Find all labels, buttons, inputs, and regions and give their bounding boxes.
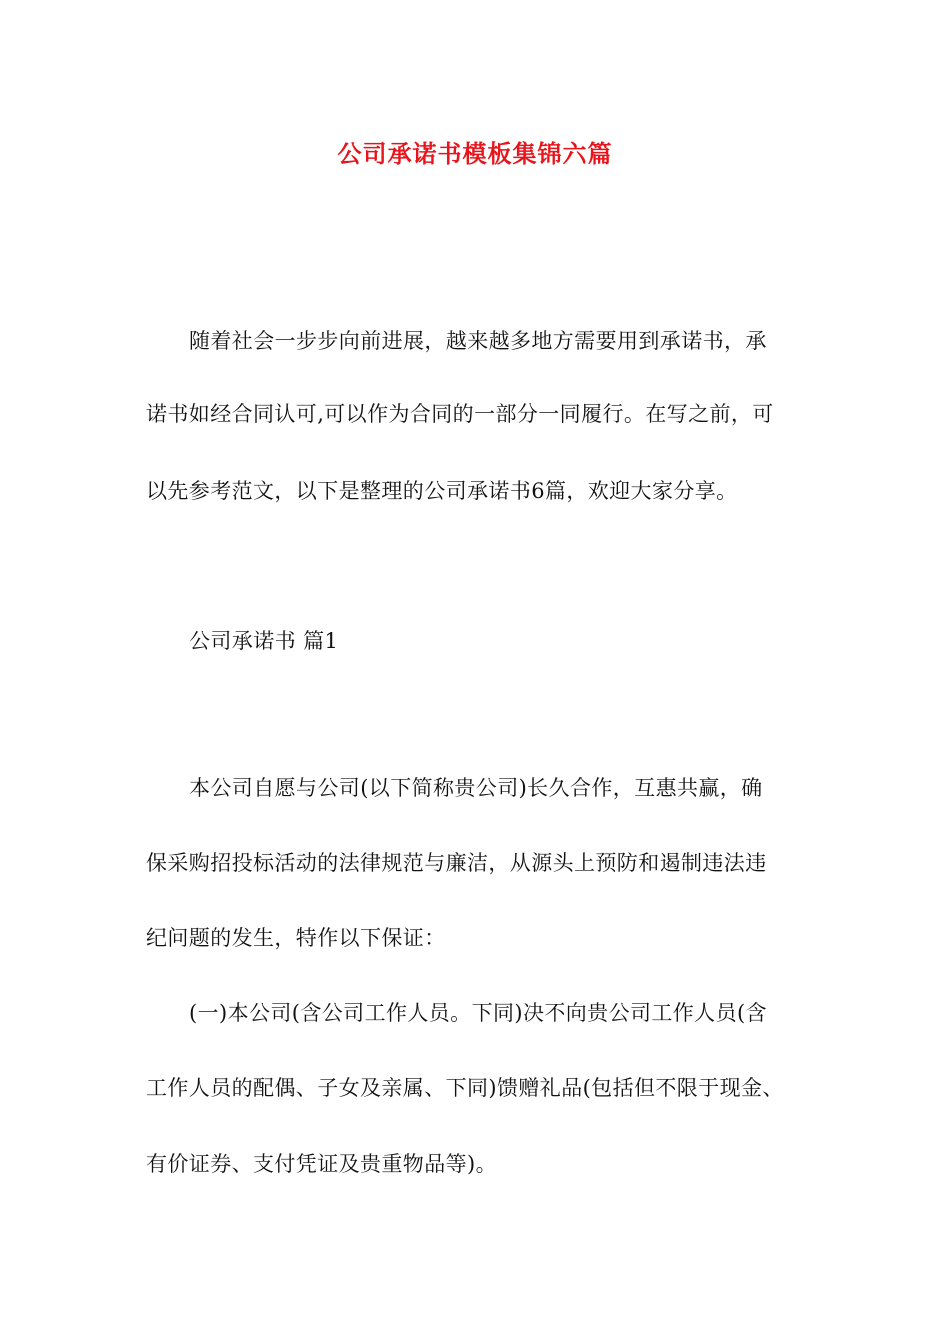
body-line-6: 有价证券、支付凭证及贵重物品等)。 (146, 1152, 497, 1176)
intro-line-1: 随着社会一步步向前进展，越来越多地方需要用到承诺书，承 (189, 329, 767, 353)
body-line-3: 纪问题的发生，特作以下保证： (146, 926, 446, 950)
body-line-5: 工作人员的配偶、子女及亲属、下同)馈赠礼品(包括但不限于现金、 (146, 1076, 784, 1100)
body-line-4: (一)本公司(含公司工作人员。下同)决不向贵公司工作人员(含 (189, 1001, 767, 1025)
document-title: 公司承诺书模板集锦六篇 (337, 140, 613, 168)
intro-line-3: 以先参考范文，以下是整理的公司承诺书6篇，欢迎大家分享。 (146, 479, 738, 503)
intro-line-2: 诺书如经合同认可,可以作为合同的一部分一同履行。在写之前，可 (146, 402, 774, 426)
body-line-2: 保采购招投标活动的法律规范与廉洁，从源头上预防和遏制违法违 (146, 851, 767, 875)
body-line-1: 本公司自愿与公司(以下简称贵公司)长久合作，互惠共赢，确 (189, 776, 763, 800)
section-heading: 公司承诺书 篇1 (189, 629, 339, 653)
